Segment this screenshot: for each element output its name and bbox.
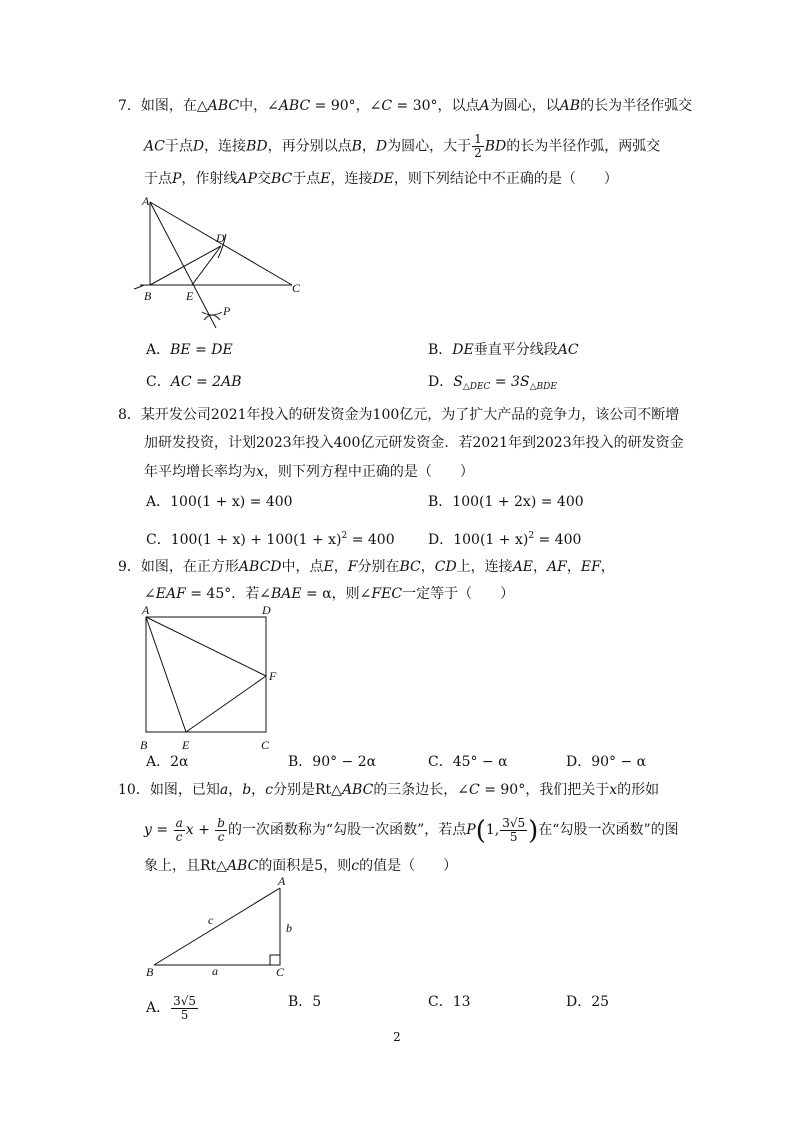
q8-option-c[interactable]: C．$100(1 + x) + 100(1 + x)^2 = 400$ xyxy=(146,531,395,548)
q9-option-b[interactable]: B．90° − 2α xyxy=(288,754,377,770)
q9-option-c[interactable]: C．45° − α xyxy=(428,754,508,770)
label-a-vertex: A xyxy=(278,874,286,888)
segment-af xyxy=(146,617,266,676)
q8-line-3: 年平均增长率均为x，则下列方程中正确的是（ ） xyxy=(144,464,474,480)
q7-option-d[interactable]: D．$S_{\triangle DEC} = 3S_{\triangle BDE}$ xyxy=(428,374,557,392)
segment-ef xyxy=(186,676,266,732)
q7-line-3: 于点P，作射线AP交BC于点E，连接DE，则下列结论中不正确的是（ ） xyxy=(144,171,618,187)
q10-line-2: y = $\frac{a}{c}$ x + $\frac{b}{c}$ 的一次函数称为“勾股一次函数”，若点P(1, $\frac{3√5}{5}$ )在“勾股一次函数”的图 xyxy=(144,815,679,846)
label-b: B xyxy=(144,289,152,303)
label-c-vertex: C xyxy=(276,965,285,979)
q10-option-b[interactable]: B．5 xyxy=(288,994,322,1010)
q10-option-c[interactable]: C．13 xyxy=(428,994,471,1010)
q10-line-1: 10．如图，已知a，b，c分别是Rt△ABC的三条边长，∠C = 90°，我们把关于x的形如 xyxy=(118,782,660,798)
q10-option-d[interactable]: D．25 xyxy=(566,994,610,1010)
arc-from-a-near-b xyxy=(134,285,144,289)
question-number: 10． xyxy=(118,782,150,798)
paren-close: ) xyxy=(528,816,539,846)
side-c xyxy=(154,888,280,965)
label-b: B xyxy=(140,738,148,752)
q7-triangle-figure xyxy=(130,190,320,330)
label-c: C xyxy=(261,738,270,752)
q9-square-figure xyxy=(134,600,294,754)
page-number: 2 xyxy=(393,1030,401,1044)
q8-line-2: 加研发投资，计划2023年投入400亿元研发资金．若2021年到2023年投入的研发资金 xyxy=(144,435,684,451)
label-e: E xyxy=(182,738,190,752)
label-side-c: c xyxy=(208,913,214,927)
q10-right-triangle-figure xyxy=(140,872,310,982)
question-number: 9． xyxy=(118,559,141,575)
paren-open: ( xyxy=(475,816,486,846)
right-angle-marker xyxy=(270,955,280,965)
q9-option-a[interactable]: A．2α xyxy=(146,754,189,770)
label-d: D xyxy=(216,231,225,245)
question-number: 8． xyxy=(118,407,141,423)
q7-line-1: 7．如图，在△ABC中，∠ABC = 90°，∠C = 30°，以点A为圆心，以AB的长为半径作弧交 xyxy=(118,98,693,114)
fraction-3-root5-over-5: $\frac{3√5}{5}$ xyxy=(502,815,526,844)
label-p: P xyxy=(223,304,231,318)
question-number: 7． xyxy=(118,98,141,114)
q9-line-1: 9．如图，在正方形ABCD中，点E，F分别在BC，CD上，连接AE，AF，EF， xyxy=(118,559,615,575)
square-abcd xyxy=(146,617,266,732)
segment-de xyxy=(192,246,221,285)
q8-line-1: 8．某开发公司2021年投入的研发资金为100亿元，为了扩大产品的竞争力，该公司不断增 xyxy=(118,407,680,423)
arc-from-d xyxy=(204,315,220,320)
q7-option-a[interactable]: A．BE = DE xyxy=(146,342,233,358)
fraction-3-root5-over-5: $\frac{3√5}{5}$ xyxy=(173,993,197,1022)
q8-option-d[interactable]: D．$100(1 + x)^2 = 400$ xyxy=(428,531,582,548)
q7-option-c[interactable]: C．AC = 2AB xyxy=(146,374,242,390)
fraction-a-over-c: $\frac{a}{c}$ xyxy=(175,815,183,844)
q9-line-2: ∠EAF = 45°．若∠BAE = α，则∠FEC一定等于（ ） xyxy=(144,586,515,602)
q10-option-a[interactable]: A． $\frac{3√5}{5}$ xyxy=(146,993,197,1022)
label-e: E xyxy=(186,289,194,303)
label-b-vertex: B xyxy=(146,965,154,979)
q7-line-2: AC于点D，连接BD，再分别以点B，D为圆心，大于 $\frac{1}{2}$ BD的长为半径作弧，两弧交 xyxy=(144,132,661,160)
label-f: F xyxy=(269,669,277,683)
q10-line-3: 象上，且Rt△ABC的面积是5，则c的值是（ ） xyxy=(144,858,458,874)
q9-option-d[interactable]: D．90° − α xyxy=(566,754,647,770)
q8-option-a[interactable]: A．100(1 + x) = 400 xyxy=(146,494,293,510)
label-d: D xyxy=(262,603,271,617)
label-side-b: b xyxy=(286,921,292,935)
q8-option-b[interactable]: B．100(1 + 2x) = 400 xyxy=(428,494,584,510)
q7-option-b[interactable]: B．DE垂直平分线段AC xyxy=(428,342,579,358)
fraction-b-over-c: $\frac{b}{c}$ xyxy=(217,815,225,844)
segment-bd xyxy=(150,246,221,285)
label-c: C xyxy=(292,281,301,295)
label-a: A xyxy=(142,603,150,617)
label-a: A xyxy=(142,194,150,208)
fraction-one-half: $\frac{1}{2}$ xyxy=(474,132,482,160)
label-side-a: a xyxy=(212,964,218,978)
